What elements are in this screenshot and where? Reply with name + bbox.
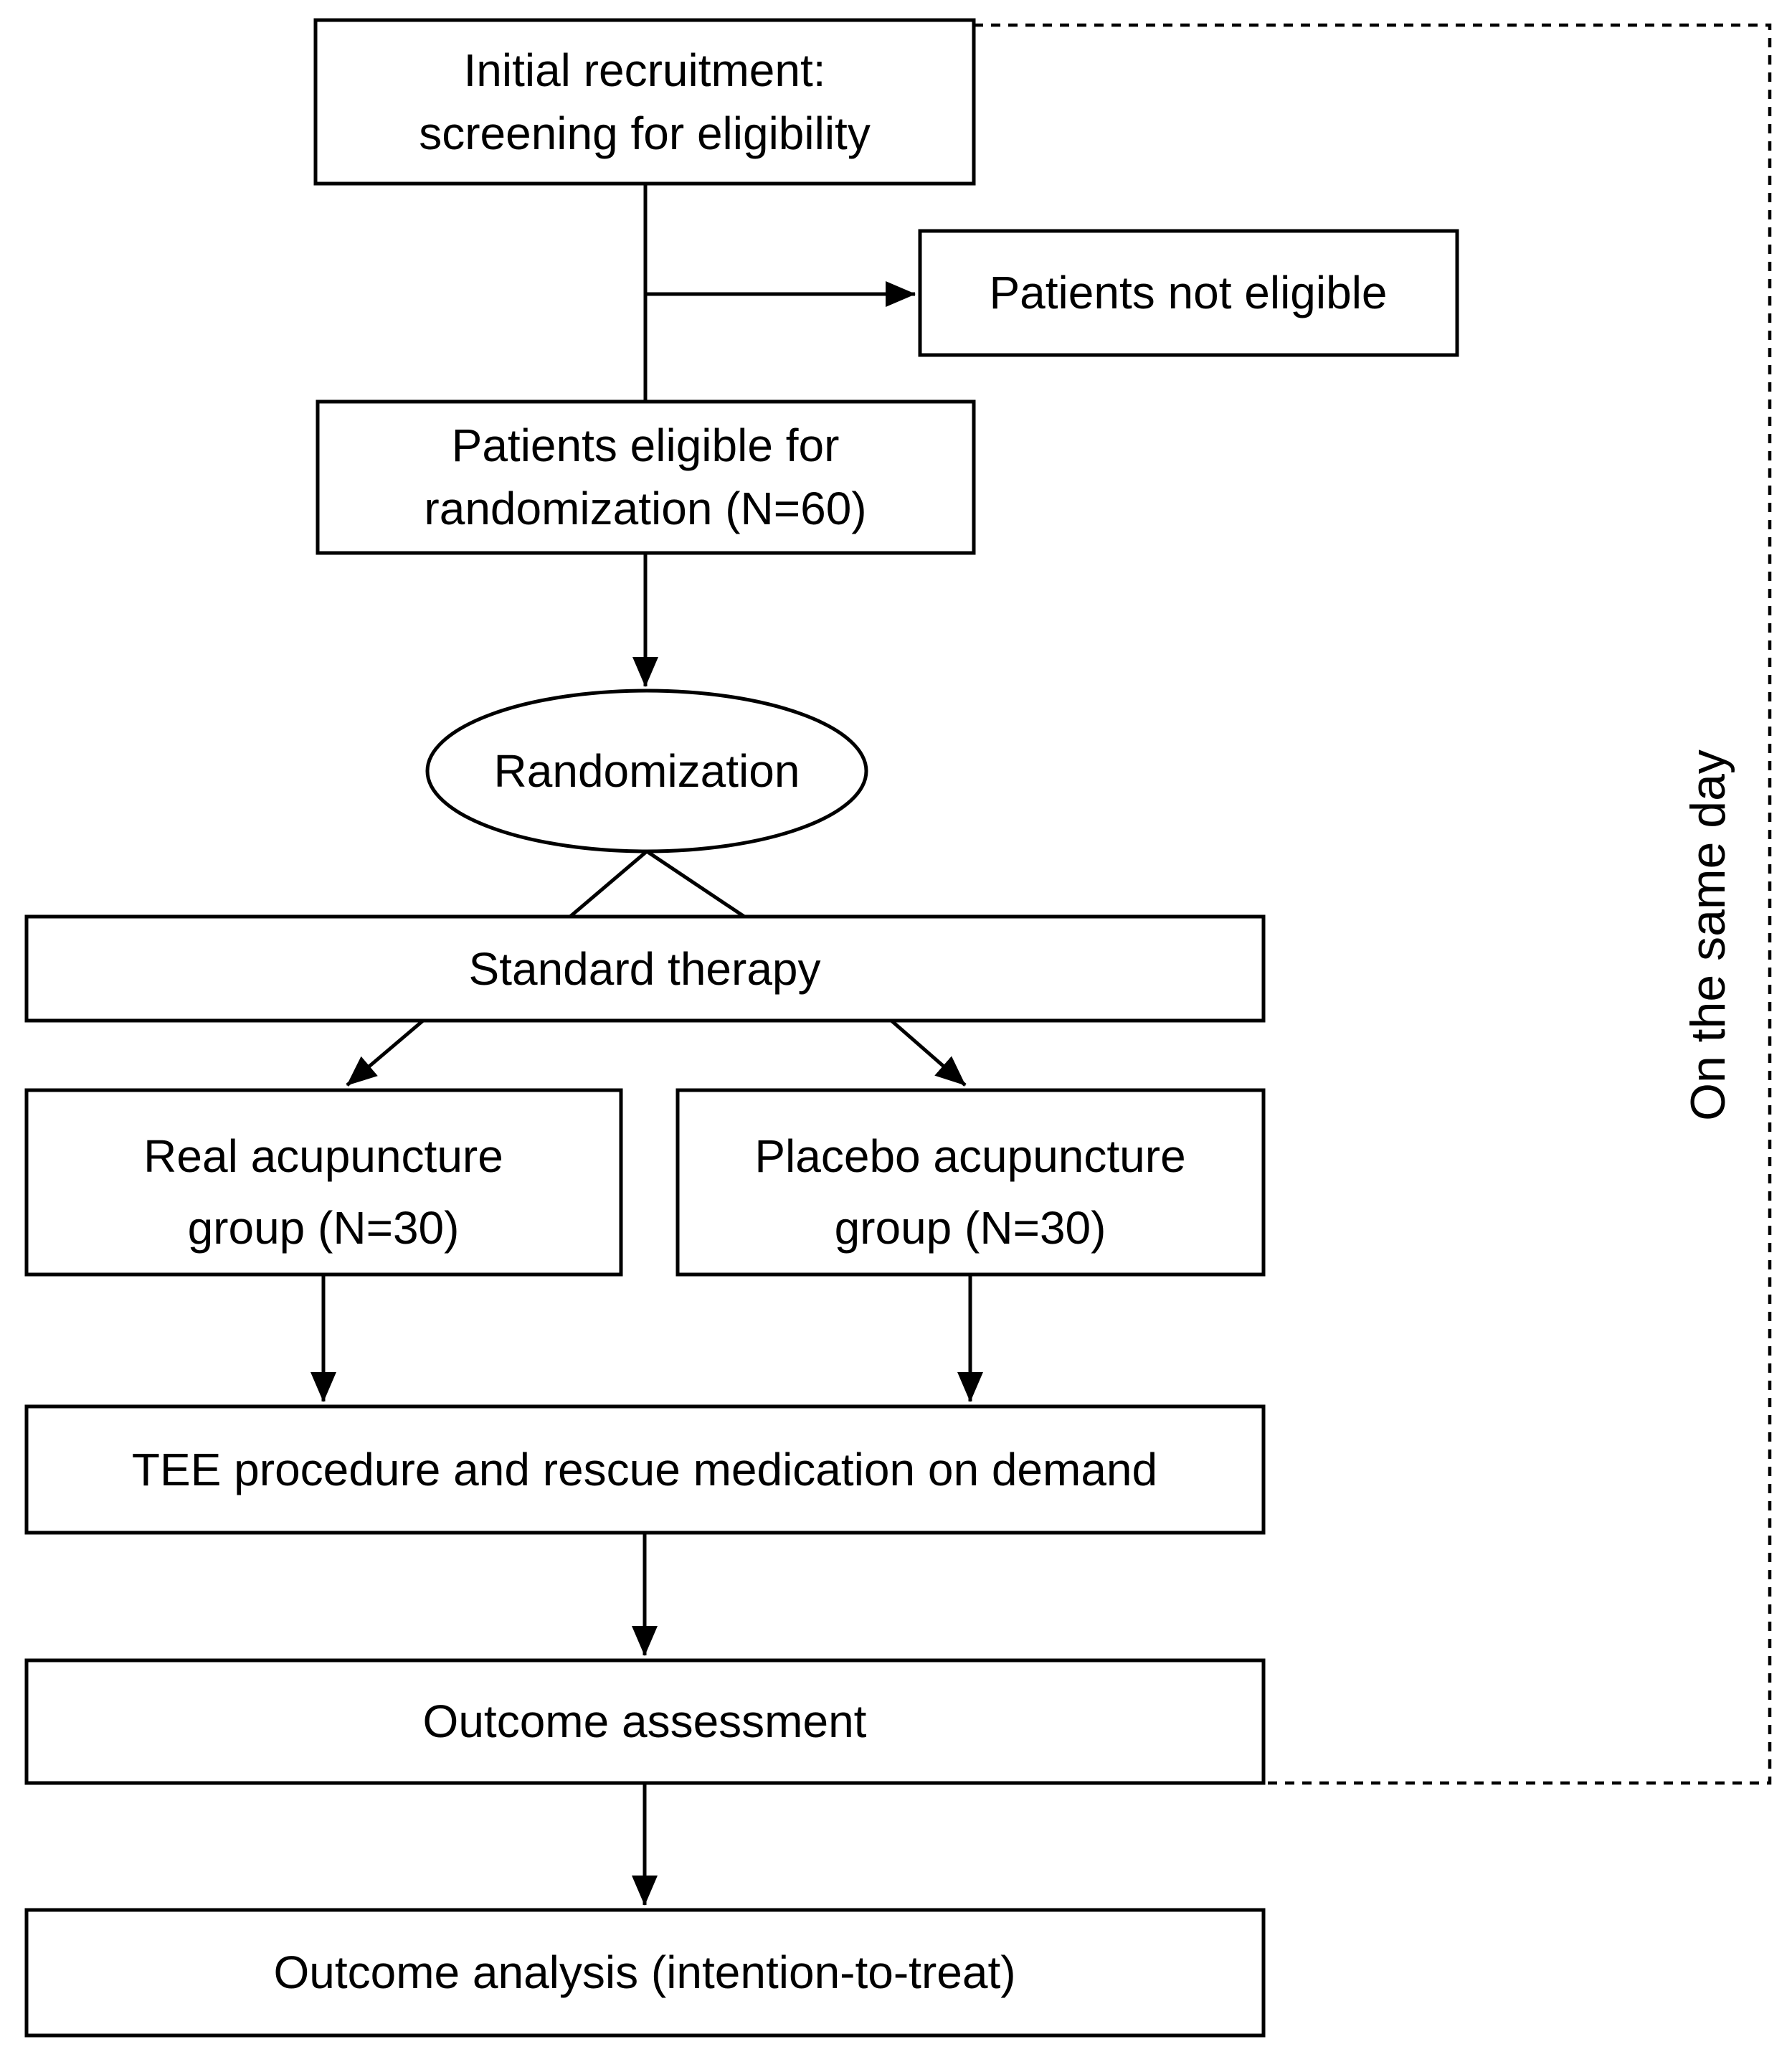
patients-not-eligible-label: Patients not eligible [989, 267, 1388, 318]
arrow-standard-to-real-group [347, 1021, 423, 1085]
node-placebo-acupuncture-group [678, 1090, 1264, 1274]
patients-eligible-label-line1: Patients eligible for [451, 420, 840, 471]
patients-eligible-label-line2: randomization (N=60) [424, 483, 867, 534]
placebo-acupuncture-label-line2: group (N=30) [834, 1202, 1106, 1254]
node-standard-therapy [27, 917, 1264, 1021]
node-patients-eligible [318, 402, 974, 553]
randomization-label: Randomization [493, 745, 800, 797]
connector-randomization-to-standard-left [570, 851, 647, 917]
node-patients-not-eligible [920, 231, 1457, 355]
real-acupuncture-label-line1: Real acupuncture [143, 1130, 503, 1182]
same-day-label: On the same day [1681, 749, 1735, 1121]
placebo-acupuncture-label-line1: Placebo acupuncture [754, 1130, 1186, 1182]
tee-procedure-label: TEE procedure and rescue medication on demand [131, 1444, 1158, 1495]
standard-therapy-label: Standard therapy [468, 943, 821, 995]
node-real-acupuncture-group [27, 1090, 621, 1274]
node-initial-recruitment [316, 20, 974, 184]
outcome-analysis-label: Outcome analysis (intention-to-treat) [273, 1947, 1016, 1998]
node-outcome-assessment [27, 1660, 1264, 1783]
node-outcome-analysis [27, 1910, 1264, 2035]
real-acupuncture-label-line2: group (N=30) [187, 1202, 460, 1254]
initial-recruitment-label-line1: Initial recruitment: [463, 44, 826, 96]
initial-recruitment-label-line2: screening for eligibility [419, 108, 871, 159]
node-tee-procedure [27, 1406, 1264, 1533]
connector-randomization-to-standard-right [647, 851, 744, 917]
arrow-standard-to-placebo-group [891, 1021, 965, 1085]
node-randomization [427, 691, 866, 851]
outcome-assessment-label: Outcome assessment [422, 1696, 867, 1747]
